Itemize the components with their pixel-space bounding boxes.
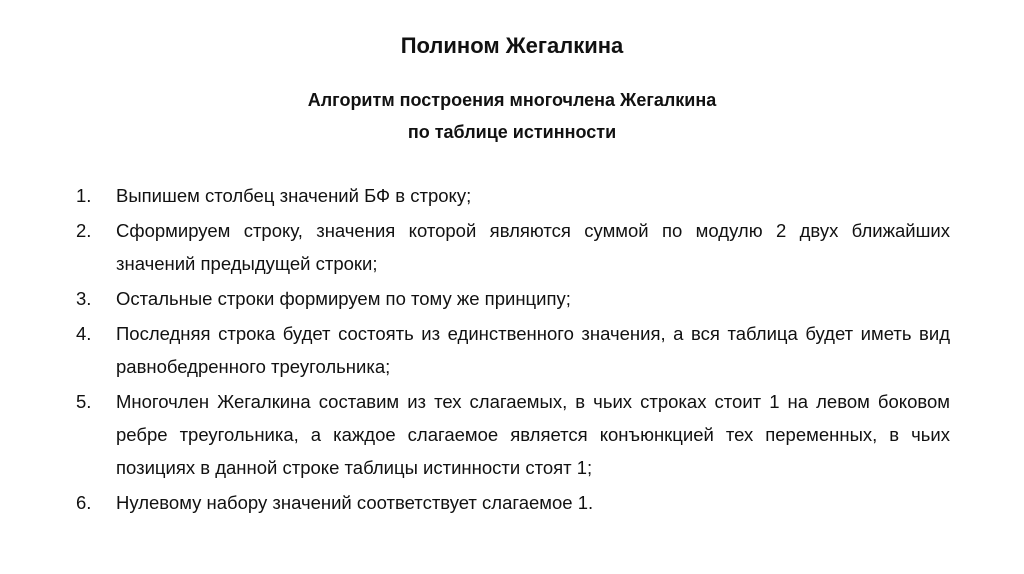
list-item: [76, 317, 950, 383]
step-text: Сформируем строку, значения которой являются суммой по модулю 2 двух ближайших значений предыдущей строки;: [116, 220, 950, 274]
step-text: Последняя строка будет состоять из единственного значения, а вся таблица будет иметь вид равнобедренного треугольника;: [116, 323, 950, 377]
list-item: [76, 282, 950, 315]
list-item: [76, 214, 950, 280]
step-text: Нулевому набору значений соответствует слагаемое 1.: [116, 492, 594, 513]
step-text: Многочлен Жегалкина составим из тех слагаемых, в чьих строках стоит 1 на левом боковом ребре треугольника, а каждое слагаемое является конъюнкцией тех переменных, в чьих позициях в данной строке таблицы истинности стоят 1;: [116, 391, 950, 478]
step-text: Остальные строки формируем по тому же принципу;: [116, 288, 571, 309]
list-item: [76, 385, 950, 484]
step-number: 4.: [76, 323, 92, 344]
list-item: [76, 486, 950, 519]
slide-title: Полином Жегалкина: [400, 33, 624, 58]
slide-subtitle: [0, 84, 1024, 148]
step-number: 3.: [76, 288, 92, 309]
subtitle-line-2: по таблице истинности: [407, 122, 617, 142]
step-number: 1.: [76, 185, 92, 206]
step-number: 6.: [76, 492, 92, 513]
step-number: 2.: [76, 220, 92, 241]
step-text: Выпишем столбец значений БФ в строку;: [116, 185, 472, 206]
subtitle-line-1: Алгоритм построения многочлена Жегалкина: [307, 90, 717, 110]
list-item: [76, 179, 950, 212]
steps-list: [76, 179, 950, 521]
step-number: 5.: [76, 391, 92, 412]
